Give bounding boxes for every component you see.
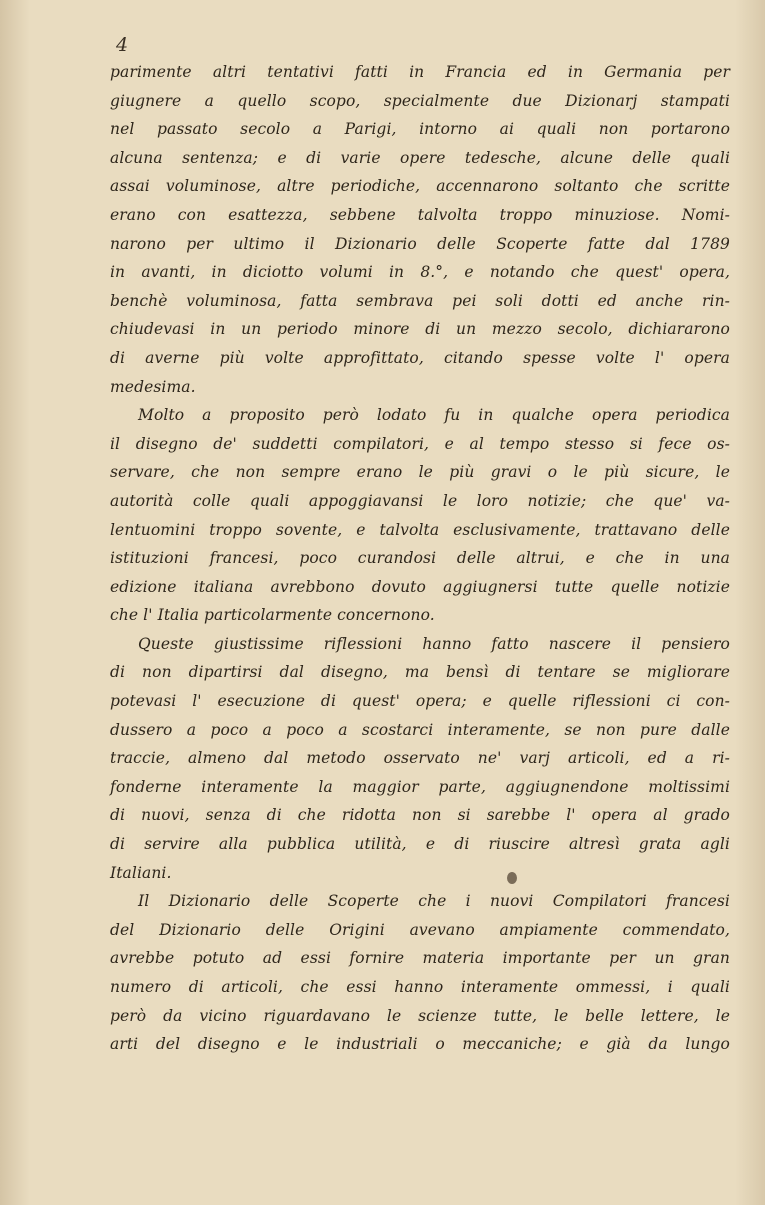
- text-line: alcuna sentenza; e di varie opere tedesche, alcune delle quali: [110, 148, 730, 167]
- text-line: servare, che non sempre erano le più gravi o le più sicure, le: [110, 463, 730, 482]
- text-line: del Dizionario delle Origini avevano ampiamente commendato,: [110, 920, 730, 939]
- text-line: Italiani.: [110, 863, 172, 882]
- text-line: medesima.: [110, 377, 196, 396]
- text-line: avrebbe potuto ad essi fornire materia importante per un gran: [110, 949, 730, 968]
- text-line: il disegno de' suddetti compilatori, e al tempo stesso si fece os-: [110, 434, 730, 453]
- text-line: però da vicino riguardavano le scienze tutte, le belle lettere, le: [110, 1006, 730, 1025]
- text-line: edizione italiana avrebbono dovuto aggiugnersi tutte quelle notizie: [110, 577, 730, 596]
- text-line: narono per ultimo il Dizionario delle Scoperte fatte dal 1789: [110, 234, 730, 253]
- text-line: di averne più volte approfittato, citando spesse volte l' opera: [110, 348, 730, 367]
- text-line: benchè voluminosa, fatta sembrava pei soli dotti ed anche rin-: [110, 291, 730, 310]
- body-text: [110, 58, 730, 1059]
- text-line: chiudevasi in un periodo minore di un mezzo secolo, dichiararono: [110, 320, 730, 339]
- text-line: potevasi l' esecuzione di quest' opera; e quelle riflessioni ci con-: [110, 692, 730, 711]
- text-line: di servire alla pubblica utilità, e di riuscire altresì grata agli: [110, 835, 730, 854]
- text-line: erano con esattezza, sebbene talvolta troppo minuziose. Nomi-: [110, 205, 730, 224]
- page-number: 4: [116, 34, 129, 56]
- ink-blot: [507, 872, 517, 884]
- text-line: che l' Italia particolarmente concernono.: [110, 606, 435, 625]
- text-line: traccie, almeno dal metodo osservato ne' varj articoli, ed a ri-: [110, 749, 730, 768]
- text-line: istituzioni francesi, poco curandosi delle altrui, e che in una: [110, 549, 730, 568]
- page-edge-shadow-left: [0, 0, 30, 1205]
- text-line: di nuovi, senza di che ridotta non si sarebbe l' opera al grado: [110, 806, 730, 825]
- text-line: assai voluminose, altre periodiche, accennarono soltanto che scritte: [110, 177, 730, 196]
- page-edge-shadow-right: [735, 0, 765, 1205]
- paragraph-start-line: Molto a proposito però lodato fu in qualche opera periodica: [138, 406, 730, 425]
- text-line: fonderne interamente la maggior parte, aggiugnendone moltissimi: [110, 777, 730, 796]
- text-line: autorità colle quali appoggiavansi le loro notizie; che que' va-: [110, 491, 730, 510]
- text-line: arti del disegno e le industriali o meccaniche; e già da lungo: [110, 1035, 730, 1054]
- paragraph-start-line: Queste giustissime riflessioni hanno fatto nascere il pensiero: [138, 634, 730, 653]
- text-line: parimente altri tentativi fatti in Francia ed in Germania per: [110, 63, 730, 81]
- text-line: giugnere a quello scopo, specialmente due Dizionarj stampati: [110, 91, 730, 110]
- text-line: nel passato secolo a Parigi, intorno ai quali non portarono: [110, 120, 730, 139]
- text-line: di non dipartirsi dal disegno, ma bensì di tentare se migliorare: [110, 663, 730, 682]
- paragraph-start-line: Il Dizionario delle Scoperte che i nuovi Compilatori francesi: [138, 892, 730, 911]
- text-line: dussero a poco a poco a scostarci interamente, se non pure dalle: [110, 720, 730, 739]
- text-line: numero di articoli, che essi hanno interamente ommessi, i quali: [110, 978, 730, 996]
- text-line: in avanti, in diciotto volumi in 8.°, e notando che quest' opera,: [110, 263, 730, 282]
- text-line: lentuomini troppo sovente, e talvolta esclusivamente, trattavano delle: [110, 520, 730, 539]
